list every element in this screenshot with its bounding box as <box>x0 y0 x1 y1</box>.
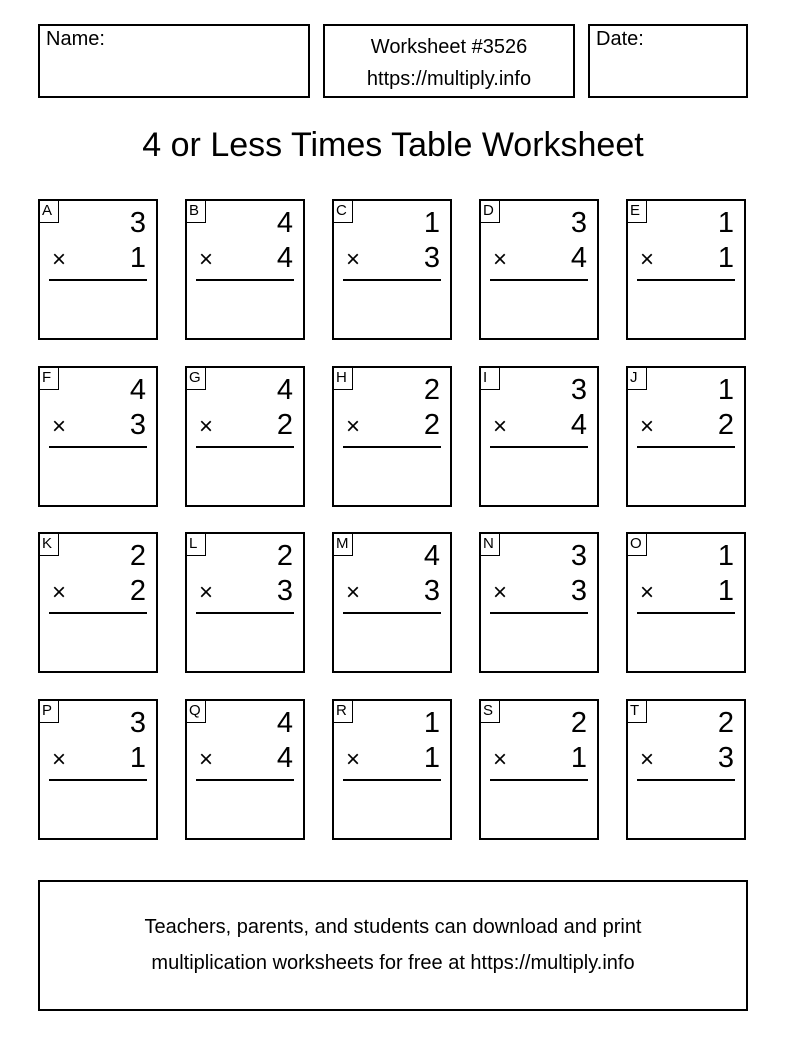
multiplicand: 1 <box>717 374 734 406</box>
problem-box <box>626 199 746 340</box>
multiplicand: 4 <box>276 207 293 239</box>
times-sign: × <box>199 579 214 606</box>
times-sign: × <box>640 579 655 606</box>
date-label: Date: <box>596 28 644 50</box>
multiplicand: 3 <box>570 207 587 239</box>
answer-line <box>490 612 588 614</box>
multiplier: 1 <box>423 742 440 774</box>
problem-label: C <box>334 201 353 223</box>
answer-line <box>49 446 147 448</box>
footer-line-1: Teachers, parents, and students can download and print <box>144 916 642 938</box>
problem-label: O <box>628 534 647 556</box>
answer-line <box>490 779 588 781</box>
times-sign: × <box>346 579 361 606</box>
problem-box <box>38 699 158 840</box>
footer-line-2: multiplication worksheets for free at https://multiply.info <box>151 952 635 974</box>
multiplier: 1 <box>570 742 587 774</box>
answer-line <box>196 612 294 614</box>
answer-line <box>490 279 588 281</box>
answer-line <box>196 779 294 781</box>
problem-box <box>332 199 452 340</box>
times-sign: × <box>199 746 214 773</box>
multiplicand: 3 <box>570 540 587 572</box>
problem-label: R <box>334 701 353 723</box>
multiplicand: 2 <box>129 540 146 572</box>
problem-box <box>332 699 452 840</box>
multiplier: 1 <box>717 242 734 274</box>
problem-box <box>479 199 599 340</box>
multiplier: 3 <box>423 242 440 274</box>
worksheet-number: Worksheet #3526 <box>370 36 528 58</box>
answer-line <box>343 446 441 448</box>
times-sign: × <box>640 413 655 440</box>
answer-line <box>49 779 147 781</box>
problem-label: G <box>187 368 206 390</box>
multiplier: 3 <box>717 742 734 774</box>
problem-label: K <box>40 534 59 556</box>
multiplier: 2 <box>423 409 440 441</box>
problem-box <box>626 532 746 673</box>
problem-box <box>626 366 746 507</box>
page-title: 4 or Less Times Table Worksheet <box>142 126 644 164</box>
multiplier: 1 <box>717 575 734 607</box>
multiplicand: 1 <box>423 707 440 739</box>
multiplicand: 2 <box>423 374 440 406</box>
multiplier: 1 <box>129 742 146 774</box>
problem-label: F <box>40 368 59 390</box>
multiplier: 2 <box>129 575 146 607</box>
date-field-box[interactable] <box>588 24 748 98</box>
multiplicand: 3 <box>129 207 146 239</box>
answer-line <box>49 612 147 614</box>
multiplicand: 2 <box>717 707 734 739</box>
worksheet-info-box <box>323 24 575 98</box>
times-sign: × <box>199 413 214 440</box>
problem-label: I <box>481 368 500 390</box>
name-field-box[interactable] <box>38 24 310 98</box>
answer-line <box>196 446 294 448</box>
problem-label: B <box>187 201 206 223</box>
multiplicand: 4 <box>423 540 440 572</box>
answer-line <box>637 612 735 614</box>
multiplicand: 4 <box>129 374 146 406</box>
times-sign: × <box>493 413 508 440</box>
problem-label: S <box>481 701 500 723</box>
problem-label: A <box>40 201 59 223</box>
times-sign: × <box>346 413 361 440</box>
multiplicand: 4 <box>276 707 293 739</box>
problem-label: N <box>481 534 500 556</box>
problem-label: J <box>628 368 647 390</box>
problem-label: T <box>628 701 647 723</box>
times-sign: × <box>493 579 508 606</box>
answer-line <box>343 279 441 281</box>
multiplicand: 2 <box>570 707 587 739</box>
times-sign: × <box>493 746 508 773</box>
problem-label: M <box>334 534 353 556</box>
problem-box <box>38 199 158 340</box>
multiplier: 4 <box>570 242 587 274</box>
multiplier: 4 <box>276 242 293 274</box>
answer-line <box>343 612 441 614</box>
problem-box <box>185 532 305 673</box>
answer-line <box>637 446 735 448</box>
problem-label: H <box>334 368 353 390</box>
multiplicand: 2 <box>276 540 293 572</box>
problem-box <box>332 532 452 673</box>
times-sign: × <box>346 246 361 273</box>
multiplier: 3 <box>423 575 440 607</box>
times-sign: × <box>52 579 67 606</box>
answer-line <box>490 446 588 448</box>
times-sign: × <box>640 246 655 273</box>
answer-line <box>637 779 735 781</box>
multiplier: 1 <box>129 242 146 274</box>
problem-box <box>479 699 599 840</box>
problem-box <box>185 366 305 507</box>
multiplier: 2 <box>717 409 734 441</box>
problem-label: P <box>40 701 59 723</box>
problem-box <box>626 699 746 840</box>
problem-box <box>479 366 599 507</box>
times-sign: × <box>493 246 508 273</box>
multiplicand: 4 <box>276 374 293 406</box>
times-sign: × <box>52 246 67 273</box>
answer-line <box>196 279 294 281</box>
problem-box <box>38 532 158 673</box>
multiplier: 4 <box>276 742 293 774</box>
name-label: Name: <box>46 28 105 50</box>
multiplicand: 1 <box>717 540 734 572</box>
multiplicand: 3 <box>570 374 587 406</box>
answer-line <box>637 279 735 281</box>
multiplier: 3 <box>570 575 587 607</box>
answer-line <box>343 779 441 781</box>
problem-box <box>185 699 305 840</box>
problem-label: E <box>628 201 647 223</box>
times-sign: × <box>52 746 67 773</box>
answer-line <box>49 279 147 281</box>
multiplier: 2 <box>276 409 293 441</box>
problem-box <box>332 366 452 507</box>
multiplicand: 1 <box>717 207 734 239</box>
multiplicand: 3 <box>129 707 146 739</box>
problem-label: D <box>481 201 500 223</box>
footer-box <box>38 880 748 1011</box>
problem-label: L <box>187 534 206 556</box>
problem-label: Q <box>187 701 206 723</box>
multiplier: 4 <box>570 409 587 441</box>
problem-box <box>479 532 599 673</box>
multiplier: 3 <box>276 575 293 607</box>
worksheet-url: https://multiply.info <box>366 68 532 90</box>
multiplier: 3 <box>129 409 146 441</box>
times-sign: × <box>640 746 655 773</box>
problem-box <box>38 366 158 507</box>
problem-box <box>185 199 305 340</box>
times-sign: × <box>346 746 361 773</box>
multiplicand: 1 <box>423 207 440 239</box>
times-sign: × <box>199 246 214 273</box>
times-sign: × <box>52 413 67 440</box>
